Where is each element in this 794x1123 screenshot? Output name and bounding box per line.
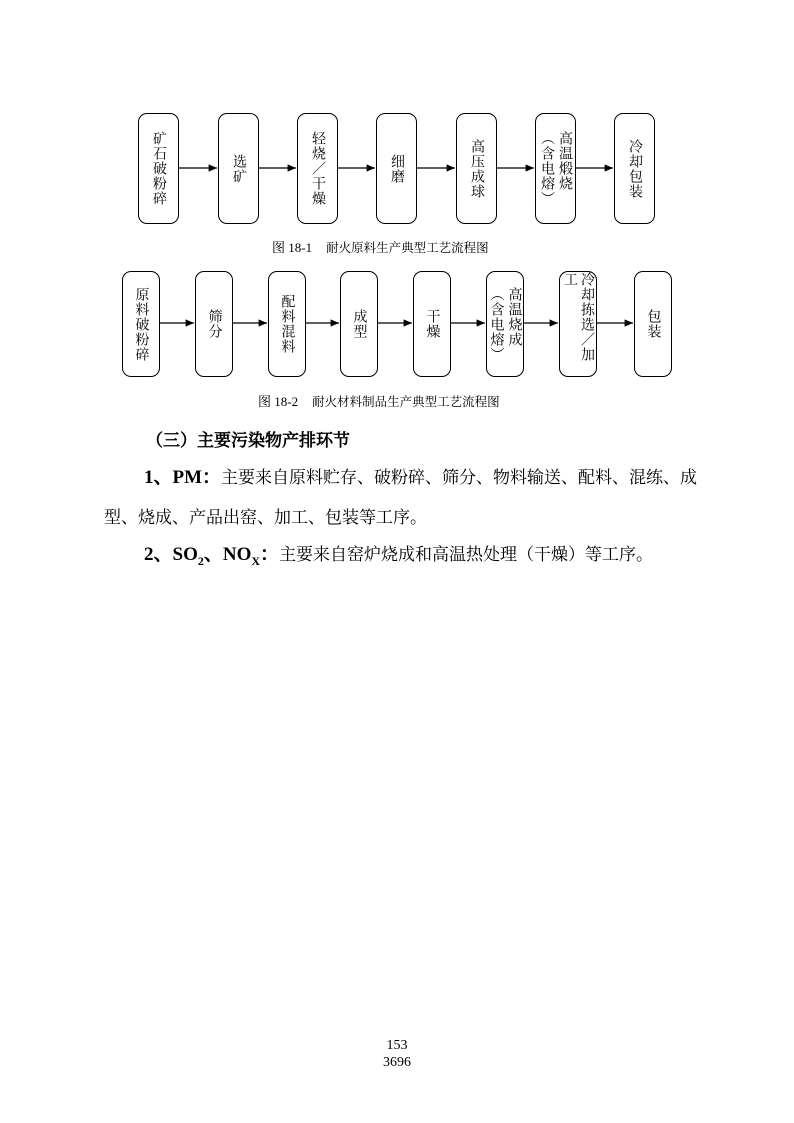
paragraph-pm-label: 1、PM： xyxy=(144,467,222,488)
paragraph-so2-text: 主要来自窑炉烧成和高温热处理（干燥）等工序。 xyxy=(279,545,654,565)
flow1-box-6: 高温煅烧 （含电熔） xyxy=(535,113,576,224)
flow1-box-5: 高压成球 xyxy=(456,113,497,224)
paragraph-so2-label: 2、$SO_2$、$NO_X$： xyxy=(144,544,280,568)
section-heading: （三）主要污染物产排环节 xyxy=(146,431,350,451)
flow1-box-7: 冷却包装 xyxy=(614,113,655,224)
flow2-box-2: 筛分 xyxy=(195,271,233,377)
page-number: 153 xyxy=(386,1038,408,1053)
figure2-caption: 图 18-2 耐火材料制品生产典型工艺流程图 xyxy=(258,394,500,409)
flow1-box-4: 细磨 xyxy=(376,113,417,224)
flow1-box-3: 轻烧／干燥 xyxy=(297,113,338,224)
paragraph-pm-text: 主要来自原料贮存、破粉碎、筛分、物料输送、配料、混练、成型、烧成、产品出窑、加工、包装等工序。 xyxy=(104,468,698,528)
flow2-box-8: 包装 xyxy=(634,271,672,377)
flow1-box-2: 选矿 xyxy=(218,113,259,224)
document-page-number: 3696 xyxy=(383,1055,411,1070)
flow1-box-1: 矿石破粉碎 xyxy=(138,113,179,224)
figure1-caption: 图 18-1 耐火原料生产典型工艺流程图 xyxy=(272,240,489,255)
paragraph-so2-nox xyxy=(104,535,704,581)
paragraph-pm xyxy=(104,458,704,538)
flow2-box-6: 高温烧成 （含电熔） xyxy=(486,271,524,377)
flow2-box-3: 配料混料 xyxy=(268,271,306,377)
flow2-box-5: 干燥 xyxy=(413,271,451,377)
flow2-box-1: 原料破粉碎 xyxy=(122,271,160,377)
flow2-box-7: 冷却拣选／加工 xyxy=(559,271,597,377)
flow2-box-4: 成型 xyxy=(340,271,378,377)
